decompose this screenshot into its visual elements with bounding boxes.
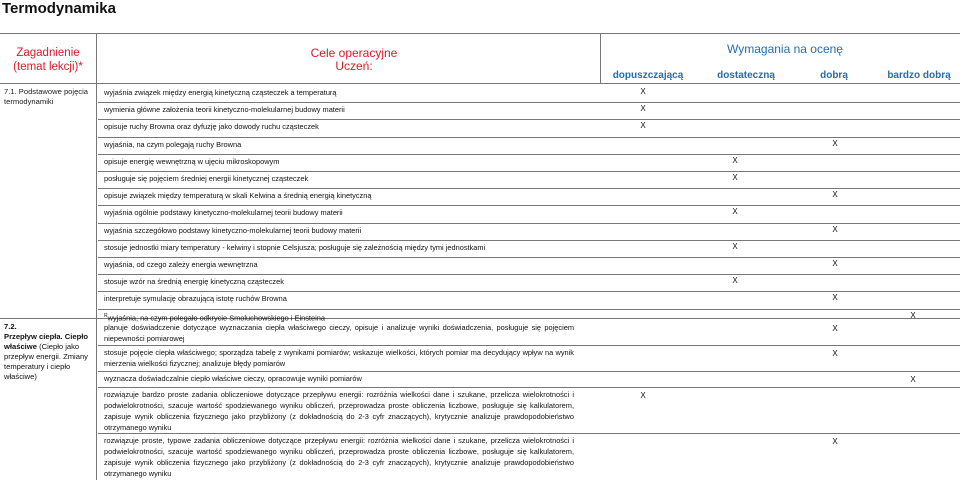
grade-mark: X xyxy=(832,437,838,446)
section-7-2-number: 7.2. xyxy=(4,322,17,331)
objective-text: posługuje się pojęciem średniej energii kinetycznej cząsteczek xyxy=(104,174,309,183)
objective-text: stosuje jednostki miary temperatury - kelwiny i stopnie Celsjusza; posługuje się zależnością między tymi jednostkami xyxy=(104,242,486,252)
objective-row xyxy=(104,87,337,98)
section-7-2-title-bold: Przepływ ciepła. Ciepło właściwe xyxy=(4,332,88,351)
row-rule xyxy=(98,119,960,120)
objective-row xyxy=(104,190,371,201)
grade-mark: X xyxy=(732,173,738,182)
row-rule xyxy=(98,102,960,103)
objective-text: opisuje energię wewnętrzną w ujęciu mikroskopowym xyxy=(104,156,280,166)
objective-text: wymienia główne założenia teorii kinetyczno-molekularnej budowy materii xyxy=(104,105,345,115)
objectives-header-line2: Uczeń: xyxy=(335,59,373,73)
objective-row xyxy=(104,173,308,184)
objective-row: stosuje pojęcie ciepła właściwego; sporządza tabelę z wynikami pomiarów; wskazuje wielkości, których pomiar ma decydujący wpływ na wynik mierzenia wielkości fizycznej; analizuje błędy pomiarów xyxy=(104,348,574,368)
section-7-1-title: 7.1. Podstawowe pojęcia termodynamiki xyxy=(4,87,89,106)
grade-header-dopuszczajaca: dopuszczającą xyxy=(612,70,684,81)
grade-header-dostateczna: dostateczną xyxy=(717,70,775,81)
grade-mark: X xyxy=(732,207,738,217)
grade-mark: X xyxy=(640,87,646,96)
extended-level-marker: R xyxy=(104,312,108,319)
grade-mark: X xyxy=(732,241,738,251)
topic-column-rule xyxy=(96,33,97,480)
objective-row xyxy=(104,139,241,150)
objective-row: rozwiązuje bardzo proste zadania obliczeniowe dotyczące przepływu energii: rozróżnia wielkości dane i szukane, przelicza wielokrotności i podwielokrotności, szacuje wartość spodziewanego wyniku obliczeń, przeprowadza proste obliczenia liczbowe, posługuje się kalkulatorem, zapisuje wynik obliczenia fizycznego jako przybliżony (z dokładnością do 2-3 cyfr znaczących), krytycznie analizuje prawdopodobieństwo otrzymanego wyniku xyxy=(104,390,574,432)
grade-mark: X xyxy=(832,324,838,333)
objective-text: wyjaśnia, na czym polegają ruchy Browna xyxy=(104,139,242,149)
row-rule xyxy=(98,171,960,172)
row-rule xyxy=(98,257,960,258)
objective-text: wyjaśnia ogólnie podstawy kinetyczno-molekularnej teorii budowy materii xyxy=(104,208,343,218)
objective-text: opisuje ruchy Browna oraz dyfuzję jako dowody ruchu cząsteczek xyxy=(104,122,319,132)
objective-text: wyjaśnia szczegółowo podstawy kinetyczno-molekularnej teorii budowy materii xyxy=(104,225,362,235)
grade-mark: X xyxy=(910,310,916,320)
row-rule xyxy=(98,433,960,434)
objective-row xyxy=(104,225,361,236)
grade-mark: X xyxy=(832,138,838,148)
grade-mark: X xyxy=(732,276,738,286)
grade-mark: X xyxy=(640,391,646,400)
objective-text: opisuje związek między temperaturą w skali Kelwina a średnią energią kinetyczną xyxy=(104,191,372,201)
grade-mark: X xyxy=(832,224,838,234)
objective-text: interpretuje symulację obrazującą istotę ruchów Browna xyxy=(104,294,287,304)
objective-text: stosuje wzór na średnią energię kinetyczną cząsteczek xyxy=(104,277,284,287)
objective-row xyxy=(104,293,287,304)
objective-row xyxy=(104,156,279,167)
row-rule xyxy=(98,371,960,372)
objective-row: rozwiązuje proste, typowe zadania obliczeniowe dotyczące przepływu energii: rozróżnia wielkości dane i szukane, przelicza wielokrotności i podwielokrotności, szacuje wartość spodziewanego wyniku obliczeń, przeprowadza proste obliczenia liczbowe, posługuje się kalkulatorem, zapisuje wynik obliczenia fizycznego jako przybliżony (z dokładnością do 2-3 cyfr znaczących), krytycznie analizuje prawdopodobieństwo otrzymanego wyniku xyxy=(104,436,574,478)
objective-text: wyjaśnia związek między energią kinetyczną cząsteczek a temperaturą xyxy=(104,88,337,97)
section-7-2-title-rest: (Ciepło jako przepływ energii. Zmiany temperatury i ciepło właściwe) xyxy=(4,342,88,381)
row-rule xyxy=(98,291,960,292)
objective-row xyxy=(104,242,485,253)
objective-row xyxy=(104,104,345,115)
objective-row xyxy=(104,276,284,287)
row-rule xyxy=(98,188,960,189)
grade-header-bardzo-dobra: bardzo dobrą xyxy=(887,70,951,81)
table-top-rule xyxy=(0,33,960,34)
grade-mark: X xyxy=(832,190,838,200)
grade-mark: X xyxy=(910,375,916,384)
objective-row: wyznacza doświadczalnie ciepło właściwe cieczy, opracowuje wyniki pomiarów xyxy=(104,374,362,383)
grade-mark: X xyxy=(832,259,838,268)
row-rule xyxy=(98,387,960,388)
objective-row: planuje doświadczenie dotyczące wyznaczania ciepła właściwego cieczy, opisuje i analizuje wyniki doświadczenia, posługuje się pojęciem niepewności pomiarowej xyxy=(104,323,574,343)
grade-header-dobra: dobrą xyxy=(820,70,848,81)
objectives-header-line1: Cele operacyjne xyxy=(310,46,398,60)
grade-mark: X xyxy=(640,121,646,131)
objective-row xyxy=(104,207,343,218)
grade-mark: X xyxy=(832,349,838,358)
topic-header: Zagadnienie (temat lekcji)* xyxy=(13,47,83,73)
grade-mark: X xyxy=(732,155,738,165)
objectives-column-rule xyxy=(600,33,601,83)
row-rule xyxy=(98,345,960,346)
header-bottom-rule xyxy=(0,83,960,84)
objective-row xyxy=(104,259,258,270)
grade-mark: X xyxy=(832,293,838,303)
objective-text: wyjaśnia, od czego zależy energia wewnętrzna xyxy=(104,260,258,269)
row-rule xyxy=(98,205,960,206)
objective-text: wyjaśnia, na czym polegało odkrycie Smoluchowskiego i Einsteina xyxy=(107,313,325,323)
page-title: Termodynamika xyxy=(2,0,116,17)
row-rule xyxy=(98,274,960,275)
section-7-2-title xyxy=(4,322,94,382)
requirements-header: Wymagania na ocenę xyxy=(727,42,843,56)
grade-mark: X xyxy=(640,104,646,114)
objective-row xyxy=(104,121,319,132)
